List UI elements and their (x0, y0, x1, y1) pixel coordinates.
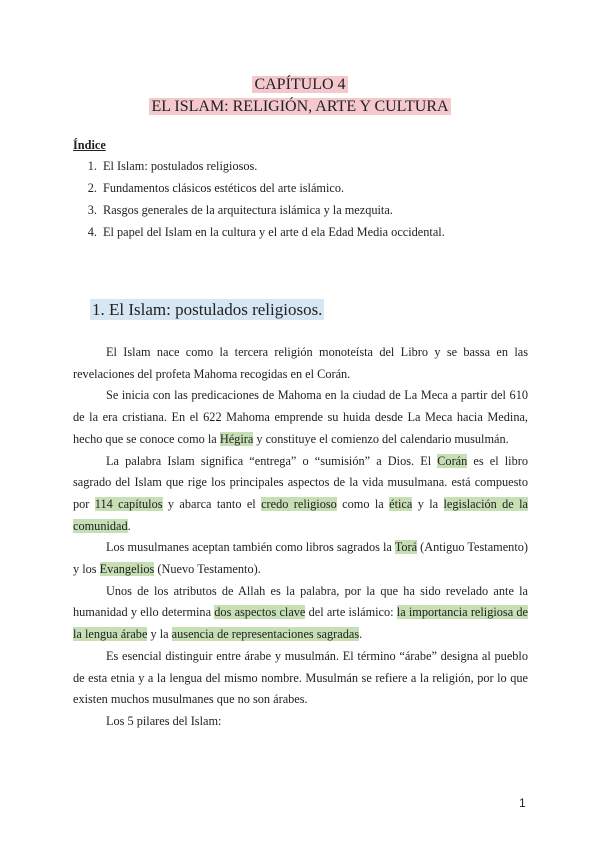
paragraph-1: El Islam nace como la tercera religión monoteísta del Libro y se bassa en las revelaciones del profeta Mahoma recogidas en el Corán. (73, 345, 528, 381)
paragraph-6: Es esencial distinguir entre árabe y musulmán. El término “árabe” designa al pueblo de esta etnia y a la lengua del mismo nombre. Musulmán se refiere a la religión, por lo que existen muchos musulmanes que no son árabes. (73, 648, 528, 707)
highlight-representaciones: ausencia de representaciones sagradas (171, 627, 360, 642)
highlight-lengua-arabe: la importancia religiosa de la lengua árabe (73, 605, 529, 642)
highlight-tora: Torá (394, 540, 418, 555)
paragraph-2: Se inicia con las predicaciones de Mahoma en la ciudad de La Meca a partir del 610 de la era cristiana. En el 622 Mahoma emprende su huida desde La Meca hacia Medina, hecho que se conoce como la Hégira y constituye el comienzo del calendario musulmán. (73, 388, 528, 446)
highlight-capitulos: 114 capítulos (94, 496, 163, 511)
index-item: 1. El Islam: postulados religiosos. (100, 155, 543, 177)
index-item: 4. El papel del Islam en la cultura y el arte d ela Edad Media occidental. (100, 221, 543, 243)
paragraph-4: Los musulmanes aceptan también como libros sagrados la Torá (Antiguo Testamento) y los Evangelios (Nuevo Testamento). (73, 540, 528, 577)
highlight-evangelios: Evangelios (99, 562, 155, 577)
highlight-credo: credo religioso (261, 496, 337, 511)
index-item: 2. Fundamentos clásicos estéticos del arte islámico. (100, 177, 543, 199)
table-of-contents (73, 138, 543, 243)
index-list (73, 155, 543, 243)
chapter-heading (0, 74, 600, 118)
paragraph-7: Los 5 pilares del Islam: (106, 713, 222, 728)
body-text (73, 342, 528, 733)
paragraph-5: Unos de los atributos de Allah es la palabra, por la que ha sido revelado ante la humanidad y ello determina dos aspectos clave del arte islámico: la importancia religiosa de la lengua árabe y la ausencia de representaciones sagradas. (73, 583, 529, 642)
paragraph-3: La palabra Islam significa “entrega” o “sumisión” a Dios. El Corán es el libro sagrado del Islam que rige los principales aspectos de la vida musulmana. está compuesto por 114 capítulos y abarca tanto el credo religioso como la ética y la legislación de la comunidad. (73, 453, 529, 533)
index-item: 3. Rasgos generales de la arquitectura islámica y la mezquita. (100, 199, 543, 221)
chapter-number: CAPÍTULO 4 (254, 76, 346, 93)
index-title: Índice (73, 138, 106, 152)
page-number: 1 (519, 796, 526, 810)
highlight-hegira: Hégira (219, 431, 254, 446)
highlight-aspectos-clave: dos aspectos clave (214, 605, 306, 620)
chapter-title: EL ISLAM: RELIGIÓN, ARTE Y CULTURA (151, 98, 449, 115)
section-heading (90, 300, 324, 320)
highlight-etica: ética (389, 496, 413, 511)
highlight-legislacion: legislación de la comunidad (73, 496, 529, 533)
section-title: 1. El Islam: postulados religiosos. (92, 300, 323, 319)
highlight-coran: Corán (437, 453, 468, 468)
